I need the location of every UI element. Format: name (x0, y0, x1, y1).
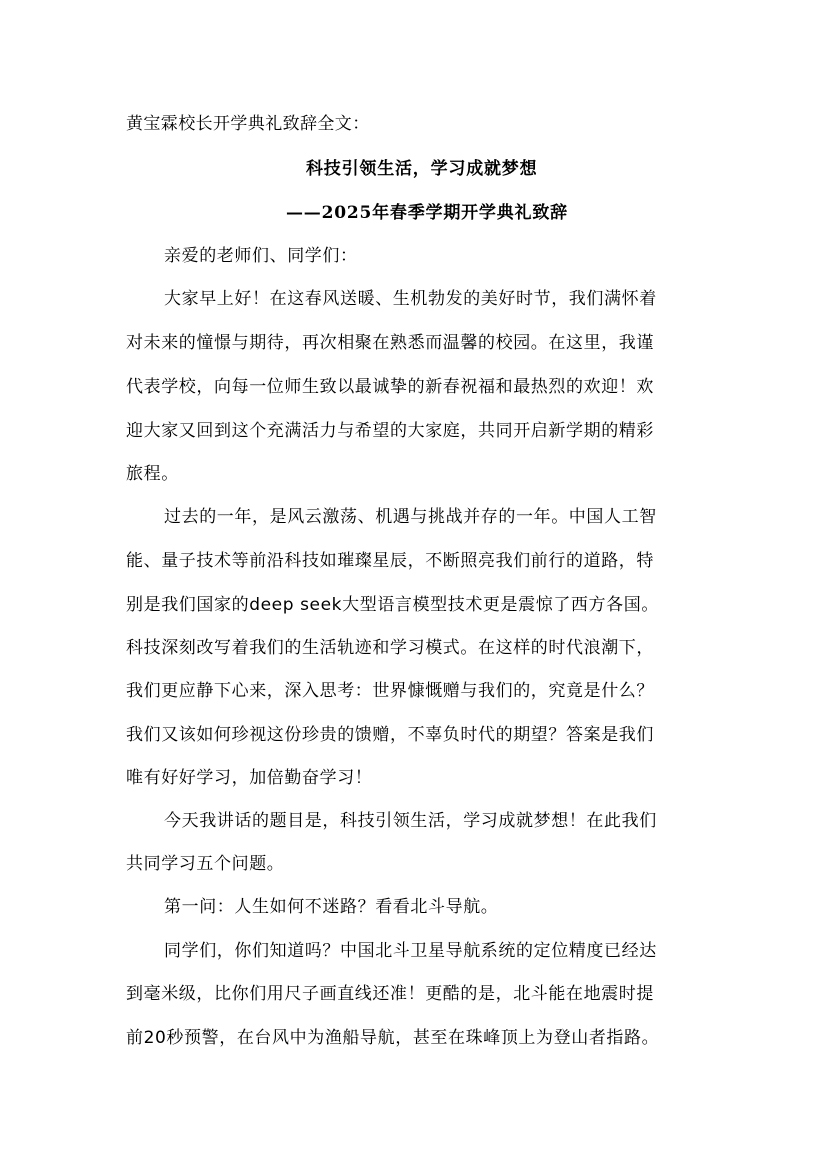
body-line: 能、量子技术等前沿科技如璀璨星辰，不断照亮我们前行的道路，特 (126, 551, 654, 571)
question-heading: 第一问：人生如何不迷路？看看北斗导航。 (164, 897, 499, 917)
body-line: 过去的一年，是风云激荡、机遇与挑战并存的一年。中国人工智 (164, 507, 657, 527)
body-line: 唯有好好学习，加倍勤奋学习！ (126, 768, 373, 788)
body-line: 今天我讲话的题目是，科技引领生活，学习成就梦想！在此我们 (164, 811, 657, 831)
body-line: 到毫米级，比你们用尺子画直线还准！更酷的是，北斗能在地震时提 (126, 984, 654, 1004)
document-title: 科技引领生活，学习成就梦想 (306, 159, 538, 179)
body-line: 代表学校，向每一位师生致以最诚挚的新春祝福和最热烈的欢迎！欢 (126, 377, 654, 397)
document-heading: 黄宝霖校长开学典礼致辞全文： (126, 114, 370, 134)
body-line: 我们更应静下心来，深入思考：世界慷慨赠与我们的，究竟是什么？ (126, 681, 654, 701)
body-line: 大家早上好！在这春风送暖、生机勃发的美好时节，我们满怀着 (164, 289, 657, 309)
document-subtitle: ——2025年春季学期开学典礼致辞 (286, 203, 568, 223)
greeting-line: 亲爱的老师们、同学们： (164, 246, 358, 266)
body-line: 前20秒预警，在台风中为渔船导航，甚至在珠峰顶上为登山者指路。 (126, 1028, 660, 1048)
body-line: 同学们，你们知道吗？中国北斗卫星导航系统的定位精度已经达 (164, 941, 657, 961)
body-line: 旅程。 (126, 464, 179, 484)
body-line: 别是我们国家的deep seek大型语言模型技术更是震惊了西方各国。 (126, 595, 659, 615)
body-line: 科技深刻改写着我们的生活轨迹和学习模式。在这样的时代浪潮下， (126, 638, 654, 658)
body-line: 共同学习五个问题。 (126, 854, 285, 874)
body-line: 我们又该如何珍视这份珍贵的馈赠，不辜负时代的期望？答案是我们 (126, 725, 654, 745)
body-line: 迎大家又回到这个充满活力与希望的大家庭，共同开启新学期的精彩 (126, 421, 654, 441)
body-line: 对未来的憧憬与期待，再次相聚在熟悉而温馨的校园。在这里，我谨 (126, 333, 654, 353)
